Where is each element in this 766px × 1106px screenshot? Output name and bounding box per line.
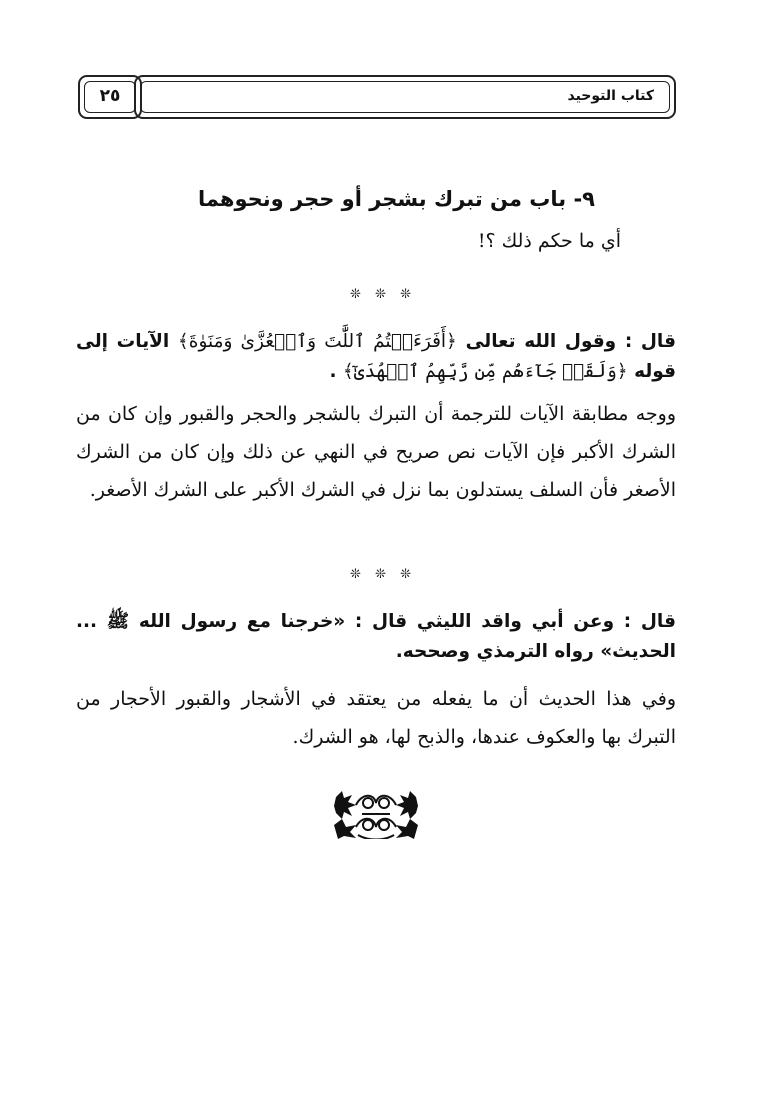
section-1-prefix: قال : وقول الله تعالى xyxy=(465,331,676,352)
section-separator: ❊ ❊ ❊ xyxy=(350,287,416,302)
chapter-title: ٩- باب من تبرك بشجر أو حجر ونحوهما xyxy=(197,187,595,211)
section-separator: ❊ ❊ ❊ xyxy=(350,567,416,582)
quran-verse-2: ﴿وَلَقَدۡ جَآءَهُم مِّن رَّبِّهِمُ ٱلۡهُدَىٰٓ﴾ xyxy=(342,361,628,382)
page-number-frame xyxy=(78,75,142,119)
section-2-hadith: قال : وعن أبي واقد الليثي قال : «خرجنا مع رسول الله ﷺ ... الحديث» رواه الترمذي وصححه. xyxy=(76,611,676,662)
section-1-explanation: ووجه مطابقة الآيات للترجمة أن التبرك بالشجر والحجر والقبور وإن كان من الشرك الأكبر فإن الآيات نص صريح في النهي عن ذلك وإن كان من الشرك الأصغر فأن السلف يستدلون بما نزل في الشرك الأكبر على الشرك الأصغر. xyxy=(76,403,676,501)
chapter-subtitle: أي ما حكم ذلك ؟! xyxy=(477,230,621,252)
section-1-quote xyxy=(76,327,676,387)
running-header-title-frame xyxy=(134,75,676,119)
section-2-explanation: وفي هذا الحديث أن ما يفعله من يعتقد في الأشجار والقبور الأحجار من التبرك بها والعكوف عندها، والذبح لها، هو الشرك. xyxy=(76,688,676,748)
floral-ornament-icon xyxy=(328,789,424,839)
quran-verse-1: ﴿أَفَرَءَيۡتُمُ ٱللَّٰتَ وَٱلۡعُزَّىٰ وَمَنَوٰةَ﴾ xyxy=(177,331,457,352)
section-1-suffix: . xyxy=(329,361,337,382)
section-1-middle: الآيات إلى قوله xyxy=(76,331,676,382)
book-title: كتاب التوحيد xyxy=(567,88,654,104)
page-number: ٢٥ xyxy=(99,86,121,106)
